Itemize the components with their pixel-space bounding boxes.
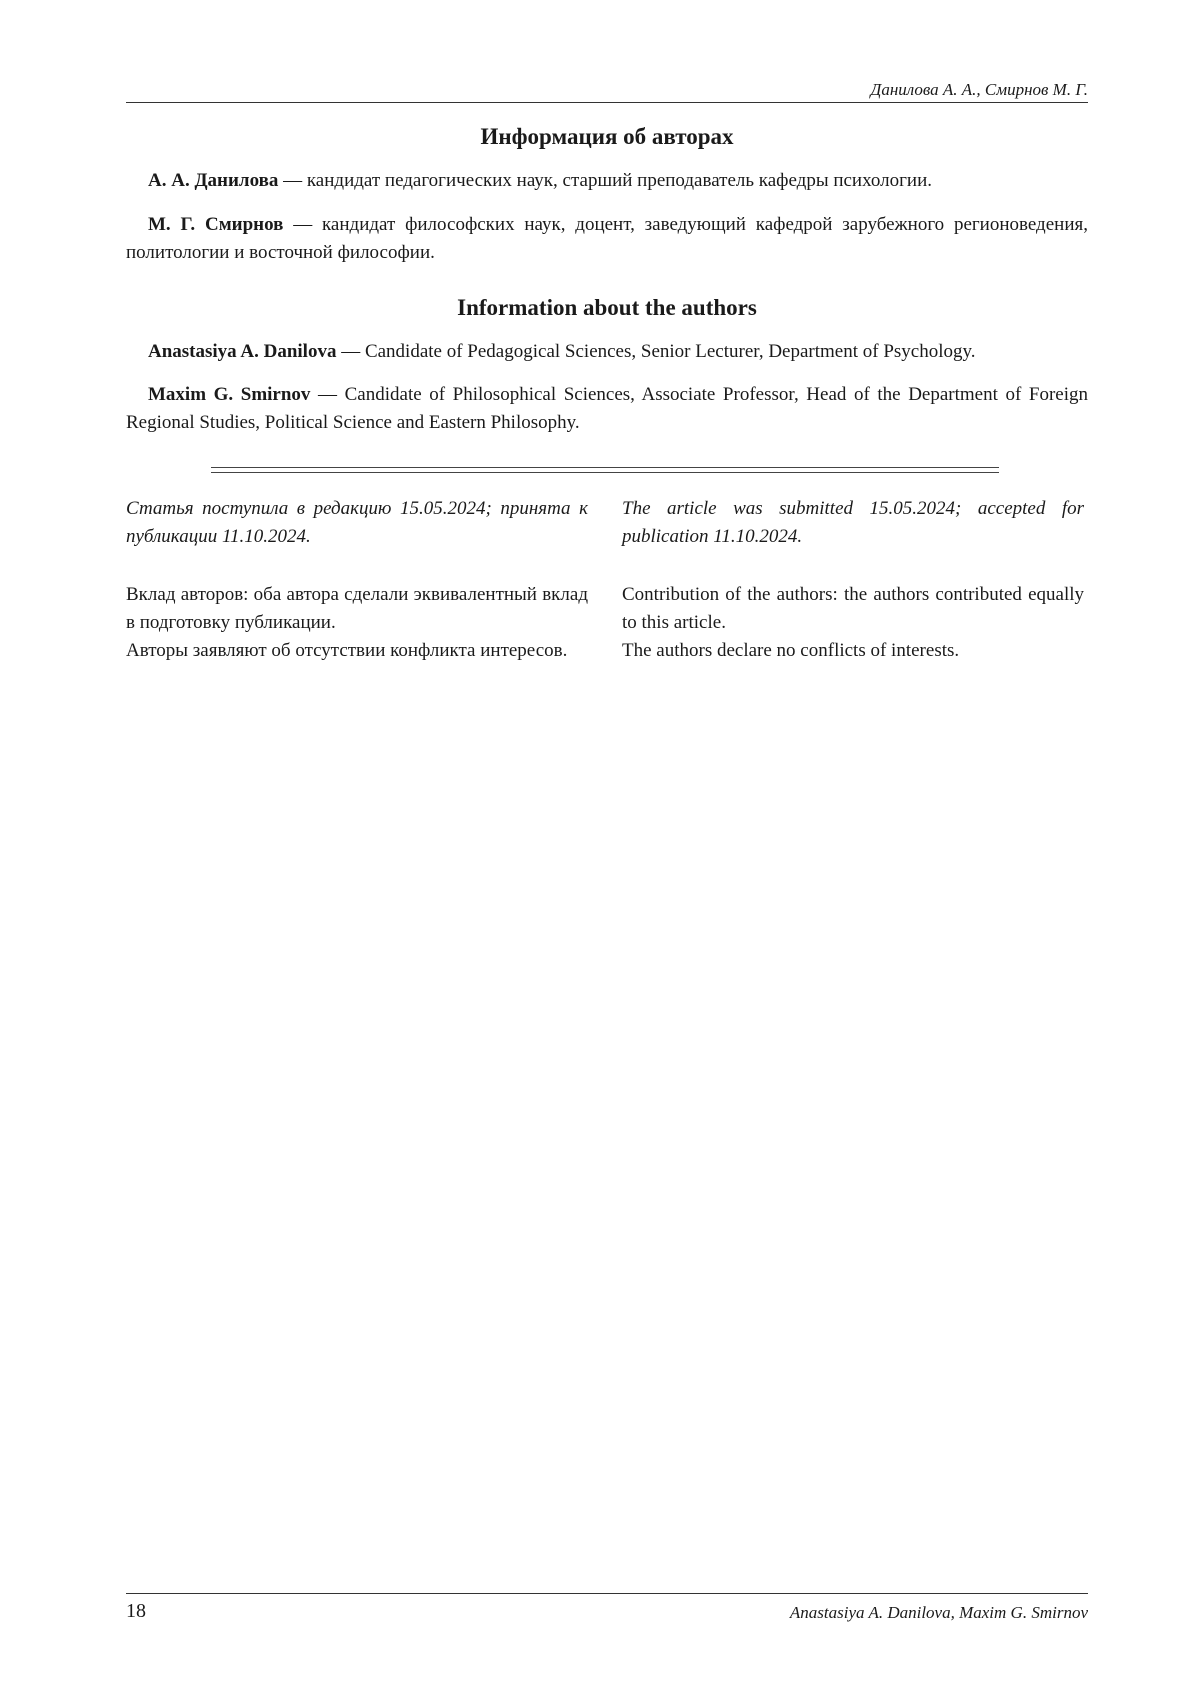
en-conflicts: The authors declare no conflicts of interests.	[622, 640, 960, 661]
running-head: Данилова А. А., Смирнов М. Г.	[870, 80, 1088, 99]
ru-author-1-name: А. А. Данилова	[148, 170, 279, 191]
ru-author-2-text: — кандидат философских наук, доцент, заведующий кафедрой зарубежного регионоведения, политологии и восточной философии.	[126, 214, 1088, 263]
en-author-1-text: — Candidate of Pedagogical Sciences, Senior Lecturer, Department of Psychology.	[336, 341, 976, 362]
ru-author-2-name: М. Г. Смирнов	[148, 214, 284, 235]
ru-author-1-text: — кандидат педагогических наук, старший преподаватель кафедры психологии.	[278, 170, 932, 191]
ru-submission-note: Статья поступила в редакцию 15.05.2024; принята к публикации 11.10.2024.	[126, 498, 588, 547]
page-number: 18	[126, 1600, 146, 1622]
running-foot: Anastasiya A. Danilova, Maxim G. Smirnov	[789, 1603, 1088, 1622]
ru-author-2	[126, 211, 1088, 267]
ru-author-1	[126, 167, 1088, 195]
ru-section-title: Информация об авторах	[480, 124, 734, 149]
en-author-1-name: Anastasiya A. Danilova	[148, 341, 337, 362]
footer-rule	[126, 1593, 1088, 1594]
en-author-2-name: Maxim G. Smirnov	[148, 384, 311, 405]
en-declarations	[622, 581, 1084, 665]
en-section-title: Information about the authors	[457, 295, 757, 320]
en-author-2	[126, 381, 1088, 437]
ru-conflicts: Авторы заявляют об отсутствии конфликта интересов.	[126, 640, 568, 661]
en-author-2-text: — Candidate of Philosophical Sciences, Associate Professor, Head of the Department of Foreign Regional Studies, Political Science and Eastern Philosophy.	[126, 384, 1088, 433]
en-author-1	[126, 338, 1088, 366]
section-divider	[211, 467, 999, 473]
ru-contribution: Вклад авторов: оба автора сделали эквивалентный вклад в подготовку публикации.	[126, 584, 588, 633]
en-submission-note: The article was submitted 15.05.2024; accepted for publication 11.10.2024.	[622, 498, 1084, 547]
en-contribution: Contribution of the authors: the authors contributed equally to this article.	[622, 584, 1084, 633]
header-rule	[126, 102, 1088, 103]
ru-declarations	[126, 581, 588, 665]
